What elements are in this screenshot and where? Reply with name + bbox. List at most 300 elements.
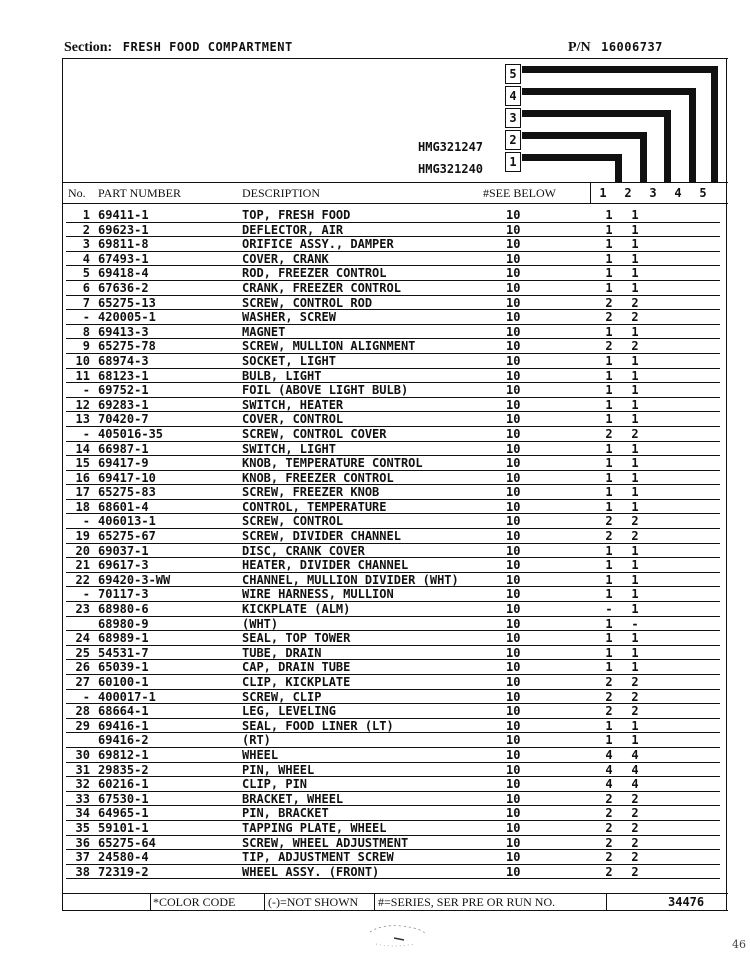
table-row — [66, 573, 726, 588]
column-header-bottom-line — [62, 203, 728, 204]
row-part-number: 67530-1 — [98, 791, 149, 806]
row-description: CLIP, PIN — [242, 777, 308, 792]
row-qty-model-2: 1 — [631, 237, 639, 252]
row-qty-model-2: 2 — [631, 689, 639, 704]
row-description: CHANNEL, MULLION DIVIDER (WHT) — [242, 572, 459, 587]
row-see-below: 10 — [506, 850, 521, 865]
row-qty-model-1: 1 — [605, 441, 613, 456]
row-qty-model-1: 1 — [605, 353, 613, 368]
row-see-below: 10 — [506, 689, 521, 704]
row-qty-model-2: 1 — [631, 383, 639, 398]
row-qty-model-2: 4 — [631, 762, 639, 777]
table-row — [66, 442, 726, 457]
row-part-number: 68980-6 — [98, 602, 149, 617]
row-qty-model-1: 1 — [605, 208, 613, 222]
row-qty-model-2: 1 — [631, 543, 639, 558]
row-part-number: 60216-1 — [98, 777, 149, 792]
row-description: FOIL (ABOVE LIGHT BULB) — [242, 383, 409, 398]
row-qty-model-1: 1 — [605, 718, 613, 733]
row-qty-model-1: 1 — [605, 383, 613, 398]
row-number: - — [82, 514, 90, 529]
row-see-below: 10 — [506, 777, 521, 792]
row-see-below: 10 — [506, 718, 521, 733]
row-description: SCREW, FREEZER KNOB — [242, 485, 380, 500]
row-qty-model-2: 1 — [631, 251, 639, 266]
row-part-number: 67636-2 — [98, 280, 149, 295]
row-qty-model-2: 1 — [631, 266, 639, 281]
stair-box-1: 1 — [505, 152, 521, 172]
row-qty-model-2: 1 — [631, 324, 639, 339]
row-description: TUBE, DRAIN — [242, 645, 322, 660]
row-see-below: 10 — [506, 675, 521, 689]
row-qty-model-2: 2 — [631, 820, 639, 835]
row-number: 19 — [75, 529, 90, 544]
row-part-number: 69416-2 — [98, 733, 149, 748]
row-number: 7 — [82, 295, 90, 310]
row-number: - — [82, 689, 90, 704]
row-description: MAGNET — [242, 324, 286, 339]
row-description: SOCKET, LIGHT — [242, 353, 336, 368]
row-qty-model-1: 1 — [605, 251, 613, 266]
footer-color-code: *COLOR CODE — [153, 895, 236, 909]
row-description: DEFLECTOR, AIR — [242, 222, 344, 237]
pn-label: P/N — [568, 40, 591, 55]
row-description: TOP, FRESH FOOD — [242, 208, 351, 222]
row-see-below: 10 — [506, 747, 521, 762]
table-row — [66, 456, 726, 471]
table-row — [66, 266, 726, 281]
stair-box-4: 4 — [505, 86, 521, 106]
row-part-number: 64965-1 — [98, 806, 149, 821]
table-row — [66, 646, 726, 661]
row-number: 21 — [75, 558, 90, 573]
row-description: (RT) — [242, 733, 271, 748]
row-description: TIP, ADJUSTMENT SCREW — [242, 850, 394, 865]
row-part-number: 68980-9 — [98, 616, 149, 631]
row-see-below: 10 — [506, 602, 521, 617]
col-header-see-below: #SEE BELOW — [483, 186, 556, 200]
row-number: 13 — [75, 412, 90, 427]
stair-bar-v-2 — [640, 132, 647, 182]
table-row — [66, 339, 726, 354]
row-description: HEATER, DIVIDER CHANNEL — [242, 558, 409, 573]
row-see-below: 10 — [506, 485, 521, 500]
row-number: 20 — [75, 543, 90, 558]
table-row — [66, 237, 726, 252]
row-qty-model-2: 1 — [631, 208, 639, 222]
frame-top-line — [62, 58, 728, 59]
footer-top-line — [62, 893, 728, 894]
row-number: - — [82, 383, 90, 398]
row-part-number: 69037-1 — [98, 543, 149, 558]
row-qty-model-2: 1 — [631, 631, 639, 646]
row-qty-model-1: 1 — [605, 237, 613, 252]
table-row — [66, 821, 726, 836]
row-part-number: 69283-1 — [98, 397, 149, 412]
row-qty-model-1: 1 — [605, 572, 613, 587]
row-qty-model-2: 1 — [631, 733, 639, 748]
row-number: 36 — [75, 835, 90, 850]
row-description: COVER, CONTROL — [242, 412, 344, 427]
table-row — [66, 529, 726, 544]
footer-divider-4 — [606, 893, 607, 910]
row-description: WIRE HARNESS, MULLION — [242, 587, 394, 602]
row-see-below: 10 — [506, 324, 521, 339]
row-see-below: 10 — [506, 820, 521, 835]
col-header-part-number: PART NUMBER — [98, 186, 181, 200]
row-part-number: 406013-1 — [98, 514, 156, 529]
row-qty-model-2: 2 — [631, 864, 639, 879]
row-see-below: 10 — [506, 499, 521, 514]
row-qty-model-1: 2 — [605, 704, 613, 719]
table-row — [66, 777, 726, 792]
row-see-below: 10 — [506, 251, 521, 266]
row-qty-model-2: 1 — [631, 499, 639, 514]
row-see-below: 10 — [506, 470, 521, 485]
row-qty-model-1: 1 — [605, 280, 613, 295]
row-number: 6 — [82, 280, 90, 295]
section-heading — [64, 40, 293, 56]
row-qty-model-1: 4 — [605, 747, 613, 762]
table-row — [66, 631, 726, 646]
row-number: 32 — [75, 777, 90, 792]
row-qty-model-1: 1 — [605, 733, 613, 748]
row-description: WHEEL — [242, 747, 279, 762]
row-description: SCREW, CLIP — [242, 689, 322, 704]
row-part-number: 67493-1 — [98, 251, 149, 266]
section-label: Section: — [64, 40, 113, 55]
row-qty-model-1: 1 — [605, 558, 613, 573]
row-description: SCREW, DIVIDER CHANNEL — [242, 529, 401, 544]
page-mark: 46 — [732, 938, 746, 951]
frame-right-line — [726, 58, 727, 910]
row-see-below: 10 — [506, 645, 521, 660]
row-description: SEAL, FOOD LINER (LT) — [242, 718, 394, 733]
stair-bar-v-1 — [615, 154, 622, 182]
row-qty-model-2: 2 — [631, 295, 639, 310]
row-see-below: 10 — [506, 222, 521, 237]
row-qty-model-1: 2 — [605, 529, 613, 544]
table-row — [66, 587, 726, 602]
row-description: CONTROL, TEMPERATURE — [242, 499, 387, 514]
row-number: 1 — [82, 208, 90, 222]
model-label-1: HMG321247 — [418, 140, 484, 154]
row-qty-model-2: 2 — [631, 339, 639, 354]
row-qty-model-1: 2 — [605, 850, 613, 865]
row-qty-model-2: 1 — [631, 397, 639, 412]
row-qty-model-1: 1 — [605, 587, 613, 602]
row-description: TAPPING PLATE, WHEEL — [242, 820, 387, 835]
row-qty-model-1: 2 — [605, 310, 613, 325]
row-part-number: 69811-8 — [98, 237, 149, 252]
row-see-below: 10 — [506, 587, 521, 602]
row-qty-model-2: 1 — [631, 368, 639, 383]
column-header-top-line — [62, 182, 728, 183]
row-description: KNOB, TEMPERATURE CONTROL — [242, 456, 423, 471]
row-description: ORIFICE ASSY., DAMPER — [242, 237, 394, 252]
row-number: 11 — [75, 368, 90, 383]
row-description: WHEEL ASSY. (FRONT) — [242, 864, 380, 879]
row-number: 24 — [75, 631, 90, 646]
row-number: 34 — [75, 806, 90, 821]
row-qty-model-2: 2 — [631, 310, 639, 325]
table-row — [66, 427, 726, 442]
row-description: CRANK, FREEZER CONTROL — [242, 280, 401, 295]
row-see-below: 10 — [506, 295, 521, 310]
table-row — [66, 748, 726, 763]
row-number: 2 — [82, 222, 90, 237]
col-header-no: No. — [68, 186, 86, 200]
table-row — [66, 471, 726, 486]
row-part-number: 69420-3-WW — [98, 572, 171, 587]
pn-value: 16006737 — [601, 40, 663, 54]
table-row — [66, 500, 726, 515]
frame-left-line — [62, 58, 63, 910]
row-qty-model-1: 1 — [605, 485, 613, 500]
table-row — [66, 223, 726, 238]
row-qty-model-2: 2 — [631, 529, 639, 544]
stair-bar-h-1 — [522, 154, 622, 161]
table-row — [66, 485, 726, 500]
row-description: SCREW, CONTROL COVER — [242, 426, 387, 441]
row-description: SWITCH, HEATER — [242, 397, 344, 412]
row-qty-model-1: 1 — [605, 660, 613, 675]
row-qty-model-1: 1 — [605, 616, 613, 631]
row-see-below: 10 — [506, 397, 521, 412]
table-row — [66, 354, 726, 369]
row-qty-model-1: - — [605, 602, 613, 617]
frame-bottom-line — [62, 910, 728, 911]
row-number: - — [82, 310, 90, 325]
row-qty-model-2: 2 — [631, 704, 639, 719]
row-see-below: 10 — [506, 456, 521, 471]
row-see-below: 10 — [506, 383, 521, 398]
table-row — [66, 514, 726, 529]
row-see-below: 10 — [506, 339, 521, 354]
row-see-below: 10 — [506, 835, 521, 850]
row-part-number: 29835-2 — [98, 762, 149, 777]
row-number: 18 — [75, 499, 90, 514]
row-description: BRACKET, WHEEL — [242, 791, 344, 806]
row-qty-model-2: 1 — [631, 222, 639, 237]
table-row — [66, 252, 726, 267]
row-qty-model-2: 1 — [631, 645, 639, 660]
row-qty-model-1: 1 — [605, 368, 613, 383]
row-part-number: 68974-3 — [98, 353, 149, 368]
row-see-below: 10 — [506, 543, 521, 558]
row-part-number: 420005-1 — [98, 310, 156, 325]
row-qty-model-1: 1 — [605, 324, 613, 339]
row-see-below: 10 — [506, 426, 521, 441]
table-row — [66, 675, 726, 690]
row-part-number: 68123-1 — [98, 368, 149, 383]
row-part-number: 65275-64 — [98, 835, 156, 850]
table-row — [66, 398, 726, 413]
table-row — [66, 602, 726, 617]
footer-divider-2 — [264, 893, 265, 910]
row-part-number: 69417-10 — [98, 470, 156, 485]
row-rule — [66, 878, 720, 879]
table-row — [66, 617, 726, 632]
row-qty-model-1: 2 — [605, 339, 613, 354]
row-number: 30 — [75, 747, 90, 762]
row-number: 27 — [75, 675, 90, 689]
row-number: 29 — [75, 718, 90, 733]
stair-box-3: 3 — [505, 108, 521, 128]
stair-bar-v-3 — [664, 110, 671, 182]
row-description: BULB, LIGHT — [242, 368, 322, 383]
row-qty-model-2: 2 — [631, 806, 639, 821]
row-qty-model-2: 1 — [631, 485, 639, 500]
row-part-number: 69418-4 — [98, 266, 149, 281]
section-value: FRESH FOOD COMPARTMENT — [122, 40, 293, 54]
row-see-below: 10 — [506, 412, 521, 427]
col-header-description: DESCRIPTION — [242, 186, 321, 200]
row-description: ROD, FREEZER CONTROL — [242, 266, 387, 281]
row-part-number: 68601-4 — [98, 499, 149, 514]
row-qty-model-2: 1 — [631, 412, 639, 427]
row-qty-model-1: 1 — [605, 645, 613, 660]
row-qty-model-2: 2 — [631, 791, 639, 806]
row-part-number: 59101-1 — [98, 820, 149, 835]
row-part-number: 60100-1 — [98, 675, 149, 689]
row-part-number: 69413-3 — [98, 324, 149, 339]
row-qty-model-2: 1 — [631, 718, 639, 733]
model-col-1: 1 — [599, 186, 607, 200]
footer-series-note: #=SERIES, SER PRE OR RUN NO. — [378, 895, 556, 909]
row-qty-model-1: 2 — [605, 689, 613, 704]
model-label-2: HMG321240 — [418, 162, 484, 176]
row-see-below: 10 — [506, 806, 521, 821]
row-see-below: 10 — [506, 310, 521, 325]
row-part-number: 70420-7 — [98, 412, 149, 427]
row-description: CLIP, KICKPLATE — [242, 675, 351, 689]
row-number: 4 — [82, 251, 90, 266]
row-see-below: 10 — [506, 237, 521, 252]
model-col-4: 4 — [674, 186, 682, 200]
row-part-number: 65275-83 — [98, 485, 156, 500]
row-qty-model-1: 1 — [605, 412, 613, 427]
row-part-number: 68664-1 — [98, 704, 149, 719]
row-qty-model-2: 1 — [631, 602, 639, 617]
row-description: WASHER, SCREW — [242, 310, 336, 325]
row-qty-model-1: 2 — [605, 791, 613, 806]
row-part-number: 69812-1 — [98, 747, 149, 762]
row-part-number: 68989-1 — [98, 631, 149, 646]
footer-doc-number: 34476 — [668, 895, 705, 909]
row-qty-model-2: 1 — [631, 470, 639, 485]
row-see-below: 10 — [506, 514, 521, 529]
row-qty-model-2: 2 — [631, 850, 639, 865]
stair-bar-v-5 — [711, 66, 718, 182]
row-qty-model-1: 4 — [605, 777, 613, 792]
table-row — [66, 310, 726, 325]
table-row — [66, 325, 726, 340]
row-description: KICKPLATE (ALM) — [242, 602, 351, 617]
stair-box-5: 5 — [505, 64, 521, 84]
stair-box-2: 2 — [505, 130, 521, 150]
row-qty-model-1: 4 — [605, 762, 613, 777]
table-row — [66, 733, 726, 748]
row-part-number: 66987-1 — [98, 441, 149, 456]
table-row — [66, 806, 726, 821]
row-qty-model-2: 1 — [631, 353, 639, 368]
table-row — [66, 296, 726, 311]
scan-smudge — [362, 920, 432, 950]
row-see-below: 10 — [506, 572, 521, 587]
footer-not-shown: (-)=NOT SHOWN — [268, 895, 359, 909]
model-col-5: 5 — [699, 186, 707, 200]
row-see-below: 10 — [506, 631, 521, 646]
row-number: 25 — [75, 645, 90, 660]
table-row — [66, 850, 726, 865]
row-number: 35 — [75, 820, 90, 835]
row-part-number: 69411-1 — [98, 208, 149, 222]
row-qty-model-1: 2 — [605, 835, 613, 850]
stair-bar-h-3 — [522, 110, 671, 117]
stair-bar-h-2 — [522, 132, 647, 139]
row-number: 3 — [82, 237, 90, 252]
row-qty-model-2: 1 — [631, 280, 639, 295]
row-see-below: 10 — [506, 208, 521, 222]
table-row — [66, 704, 726, 719]
row-description: SCREW, MULLION ALIGNMENT — [242, 339, 416, 354]
parts-table — [66, 208, 726, 879]
row-see-below: 10 — [506, 353, 521, 368]
table-row — [66, 558, 726, 573]
row-number: 16 — [75, 470, 90, 485]
row-part-number: 65039-1 — [98, 660, 149, 675]
row-see-below: 10 — [506, 529, 521, 544]
row-number: 12 — [75, 397, 90, 412]
row-part-number: 24580-4 — [98, 850, 149, 865]
row-see-below: 10 — [506, 266, 521, 281]
row-see-below: 10 — [506, 280, 521, 295]
footer-divider-3 — [374, 893, 375, 910]
row-number: 31 — [75, 762, 90, 777]
row-qty-model-2: 4 — [631, 777, 639, 792]
row-description: SEAL, TOP TOWER — [242, 631, 351, 646]
row-number: 33 — [75, 791, 90, 806]
row-qty-model-2: - — [631, 616, 639, 631]
model-col-2: 2 — [624, 186, 632, 200]
row-qty-model-2: 1 — [631, 456, 639, 471]
row-part-number: 72319-2 — [98, 864, 149, 879]
row-description: KNOB, FREEZER CONTROL — [242, 470, 394, 485]
row-number: 26 — [75, 660, 90, 675]
row-description: DISC, CRANK COVER — [242, 543, 365, 558]
row-description: SWITCH, LIGHT — [242, 441, 336, 456]
row-see-below: 10 — [506, 616, 521, 631]
row-qty-model-1: 1 — [605, 456, 613, 471]
table-row — [66, 369, 726, 384]
model-col-3: 3 — [649, 186, 657, 200]
row-qty-model-2: 4 — [631, 747, 639, 762]
row-part-number: 69416-1 — [98, 718, 149, 733]
row-qty-model-2: 1 — [631, 587, 639, 602]
row-part-number: 65275-13 — [98, 295, 156, 310]
row-qty-model-1: 2 — [605, 426, 613, 441]
row-description: SCREW, WHEEL ADJUSTMENT — [242, 835, 409, 850]
row-qty-model-2: 2 — [631, 514, 639, 529]
table-row — [66, 208, 726, 223]
row-number: 17 — [75, 485, 90, 500]
row-number: 23 — [75, 602, 90, 617]
row-see-below: 10 — [506, 660, 521, 675]
row-number: - — [82, 587, 90, 602]
row-description: LEG, LEVELING — [242, 704, 336, 719]
row-number: 8 — [82, 324, 90, 339]
